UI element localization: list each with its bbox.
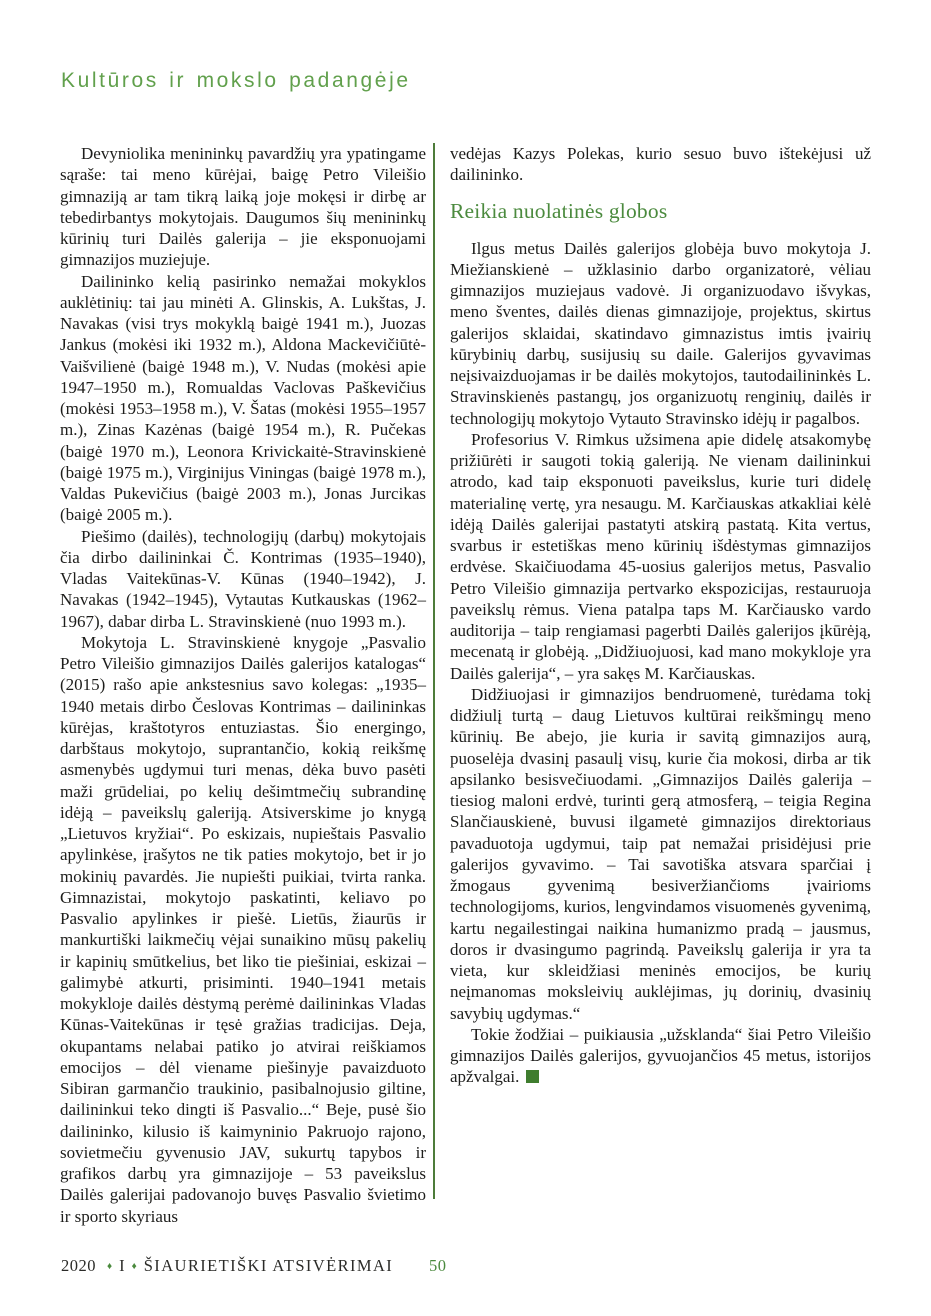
diamond-separator-icon: ♦ — [131, 1261, 137, 1272]
column-divider-rule — [433, 143, 435, 1199]
page-kicker-heading: Kultūros ir mokslo padangėje — [61, 69, 411, 92]
left-column — [60, 143, 426, 1226]
article-columns — [60, 143, 871, 1226]
paragraph: Dailininko kelią pasirinko nemažai mokyklos auklėtinių: tai jau minėti A. Glinskis, A. Lukštas, J. Navakas (visi trys mokyklą baigė 1941 m.), Juozas Jankus (mokėsi iki 1932 m.), Aldona Mackevičiūtė-Vaišvilienė (baigė 1948 m.), V. Nudas (mokėsi apie 1947–1950 m.), Romualdas Vaclovas Paškevičius (mokėsi 1953–1958 m.), V. Šatas (mokėsi 1955–1957 m.), Zinas Kazėnas (baigė 1954 m.), R. Pučekas (baigė 1970 m.), Leonora Krivickaitė-Stravinskienė (baigė 1975 m.), Virginijus Viningas (baigė 1978 m.), Valdas Pukevičius (baigė 2003 m.), Jonas Jurcikas (baigė 2005 m.). — [60, 271, 426, 525]
paragraph: Didžiuojasi ir gimnazijos bendruomenė, turėdama tokį didžiulį turtą – daug Lietuvos kultūrai reikšmingų meno kūrinių. Be abejo, jie kuria ir savitą gimnazijos aurą, puoselėja dvasinį pasaulį visų, kurie čia mokosi, dirba ar tik apsilanko besisvečiuodami. „Gimnazijos Dailės galerija – tiesiog maloni erdvė, turinti gerą atmosferą, – teigia Regina Slančiauskienė, buvusi ilgametė gimnazijos direktoriaus pavaduotoja ugdymui, taip pat nemažai prisidėjusi prie galerijos gyvavimo. – Tai savotiška atsvara sparčiai į žmogaus gyvenimą besiveržiančioms įvairioms technologijoms, kurios, lengvindamos visuomenės gyvenimą, kartu negailestingai naikina humanizmo pradą – jausmus, doros ir dvasingumo pagrindą. Paveikslų galerija ir yra ta vieta, kur skleidžiasi meninės emocijos, be kurių neįmanomas moksleivių auklėjimas, jų dorinių, dvasinių savybių ugdymas.“ — [450, 684, 871, 1023]
closing-paragraph-text: Tokie žodžiai – puikiausia „užsklanda“ šiai Petro Vileišio gimnazijos Dailės galerijos, gyvuojančios 45 metus, istorijos apžvalgai. — [450, 1024, 871, 1087]
paragraph: Mokytoja L. Stravinskienė knygoje „Pasvalio Petro Vileišio gimnazijos Dailės galerijos katalogas“ (2015) rašo apie ankstesnius savo kolegas: „1935–1940 metais dirbo Česlovas Kontrimas – dailininkas kūrėjas, kraštotyros entuziastas. Šio energingo, darbštaus mokytojo, suprantančio, kokią reikšmę asmenybės ugdymui turi menas, dėka buvo pasėti maži grūdeliai, po kelių dešimtmečių subrandinę idėją – paveikslų galeriją. Atsiverskime jo knygą „Lietuvos kryžiai“. Po eskizais, nupieštais Pasvalio apylinkėse, įrašytos ne tik paties mokytojo, bet ir jo mokinių pavardės. Jie nupiešti puikiai, tvirta ranka. Gimnazistai, mokytojo paskatinti, keliavo po Pasvalio apylinkes ir piešė. Lietūs, žiaurūs ir mankurtiški laikmečių vėjai sunaikino mūsų pakelių ir kapinių smūtkelius, bet liko tie piešiniai, eskizai – galimybė atkurti, prisiminti. 1940–1941 metais mokykloje dailės dėstymą perėmė dailininkas Vladas Kūnas-Vaitekūnas ir tęsė gražias tradicijas. Deja, okupantams nelabai patiko jo atvirai reiškiamos emocijos – dėl viename piešinyje pavaizduoto Sibiran garmančio traukinio, pasibalnojusio giltine, dailininkui teko dingti iš Pasvalio...“ Beje, pusė šio dailininko, kilusio iš kaimyninio Pakruojo rajono, sovietmečiu gyvenusio JAV, sukurtų tapybos ir grafikos darbų yra gimnazijoje – 53 paveikslus Dailės galerijai padovanojo buvęs Pasvalio švietimo ir sporto skyriaus — [60, 632, 426, 1226]
footer-magazine-title: ŠIAURIETIŠKI ATSIVĖRIMAI — [143, 1256, 394, 1275]
page-footer — [61, 1256, 872, 1280]
footer-year: 2020 — [61, 1256, 96, 1275]
article-end-square-icon — [526, 1070, 539, 1083]
section-heading: Reikia nuolatinės globos — [450, 198, 668, 223]
paragraph-continuation: vedėjas Kazys Polekas, kurio sesuo buvo ištekėjusi už dailininko. — [450, 144, 871, 185]
paragraph: Devyniolika menininkų pavardžių yra ypatingame sąraše: tai meno kūrėjai, baigę Petro Vileišio gimnaziją ar tam tikrą laiką joje mokęsi ir dirbę ar tebedirbantys mokytojais. Daugumos šių menininkų kūrinių turi Dailės galerija – jie eksponuojami gimnazijos muziejuje. — [60, 144, 426, 270]
footer-page-number: 50 — [429, 1256, 447, 1275]
closing-paragraph — [450, 1024, 871, 1088]
paragraph: Profesorius V. Rimkus užsimena apie didelę atsakomybę prižiūrėti ir saugoti tokią galeriją. Ne vienam dailininkui atrodo, kad taip eksponuoti paveikslus, kurie turi didelę materialinę vertę, yra nesaugu. M. Karčiauskas atkakliai kėlė idėją Dailės galerijai pastatyti atskirą pastatą. Kita vertus, svarbus ir estetiškas meno kūrinių išdėstymas gimnazijos erdvėse. Skaičiuodama 45-uosius galerijos metus, Pasvalio Petro Vileišio gimnazija pertvarko ekspozicijas, restauruoja paveikslų rėmus. Viena patalpa taps M. Karčiausko vardo auditorija – taip rengiamasi pagerbti Dailės galerijos įkūrėją, mecenatą ir globėją. „Didžiuojuosi, kad mano mokykloje yra Dailės galerija“, – yra sakęs M. Karčiauskas. — [450, 429, 871, 683]
diamond-separator-icon: ♦ — [107, 1261, 113, 1272]
paragraph: Piešimo (dailės), technologijų (darbų) mokytojais čia dirbo dailininkai Č. Kontrimas (1935–1940), Vladas Vaitekūnas-V. Kūnas (1940–1942), J. Navakas (1942–1945), Vytautas Kutkauskas (1962–1967), dabar dirba L. Stravinskienė (nuo 1993 m.). — [60, 526, 426, 631]
paragraph: Ilgus metus Dailės galerijos globėja buvo mokytoja J. Miežianskienė – užklasinio darbo organizatorė, vėliau gimnazijos muziejaus vadovė. Ji organizuodavo išvykas, meno šventes, dailės dienas gimnazijoje, projektus, skirtus galerijos sklaidai, skatindavo gimnazistus imtis įvairių kūrybinių darbų, susijusių su daile. Galerijos gyvavimas neįsivaizduojamas ir be dailės mokytojos, tautodailininkės L. Stravinskienės pastangų, jos organizuotų renginių, dailės ir technologijų mokytojo Vytauto Stravinsko idėjų ir pagalbos. — [450, 238, 871, 428]
right-column — [450, 143, 871, 1199]
footer-issue-number: I — [119, 1256, 125, 1275]
